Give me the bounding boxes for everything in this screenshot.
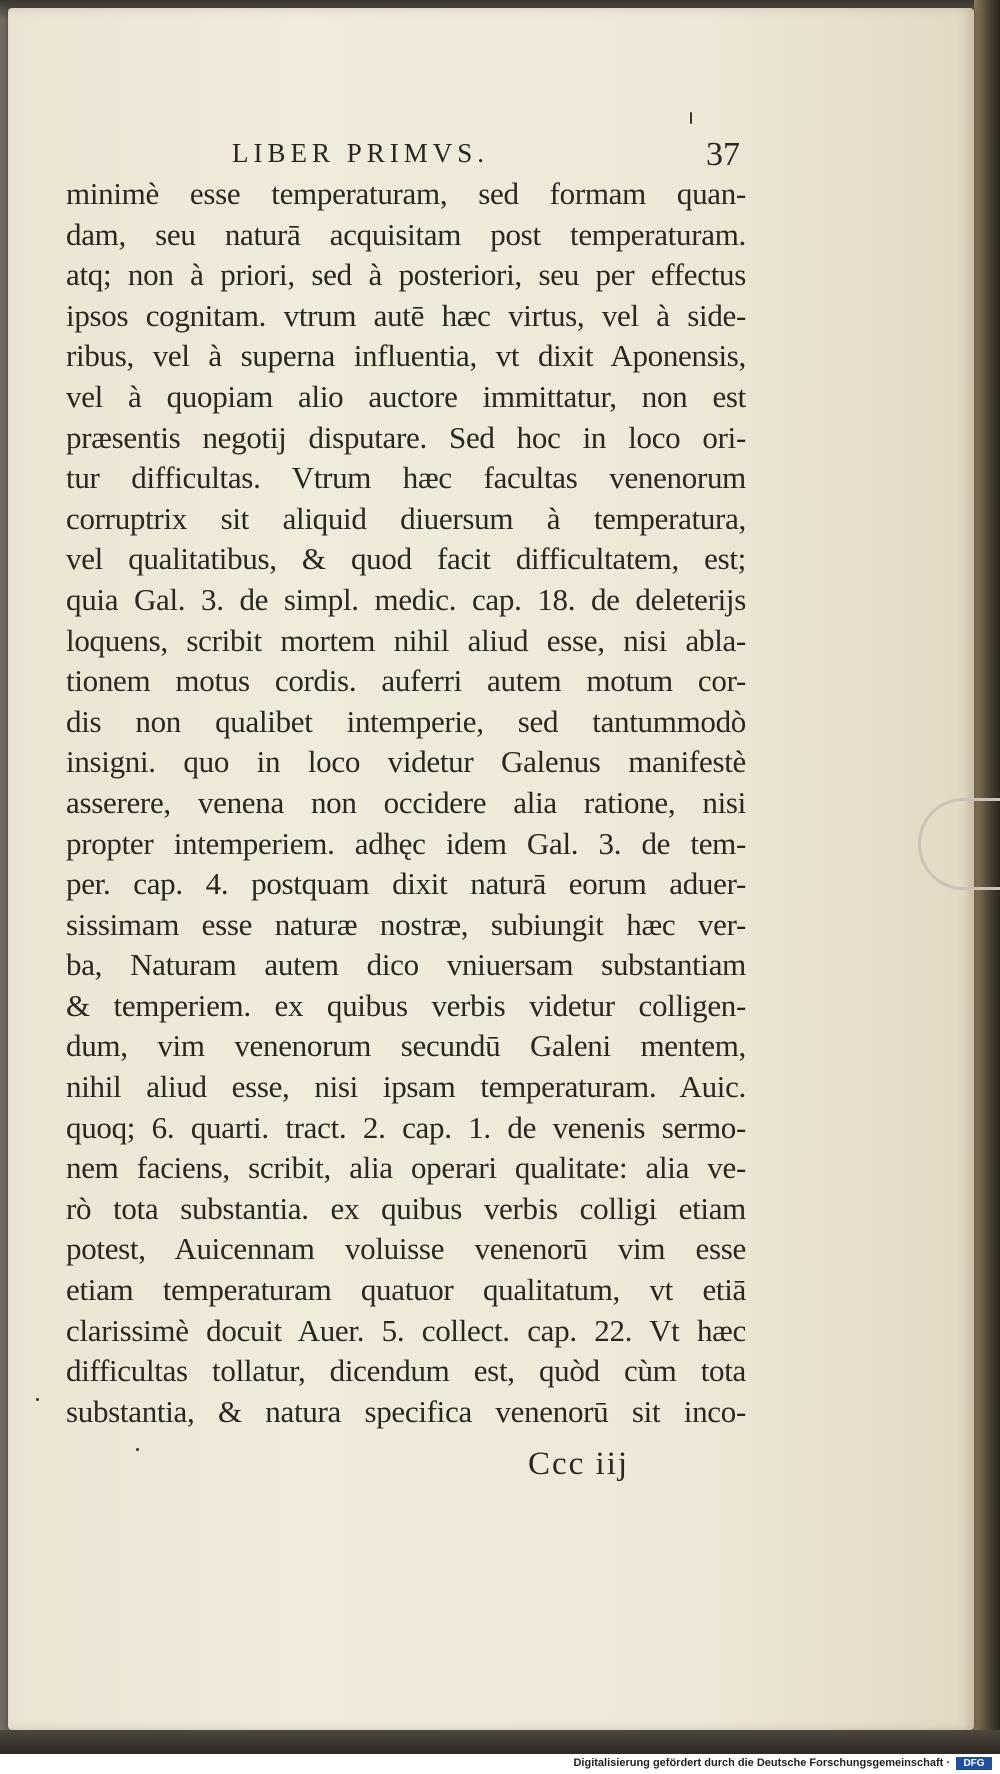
text-line: nihil aliud esse, nisi ipsam temperaturam. Auic. <box>66 1069 746 1105</box>
text-line: substantia, & natura specifica venenorū sit inco- <box>66 1393 746 1429</box>
text-line: tur difficultas. Vtrum hæc facultas venenorum <box>66 460 746 496</box>
text-line: ba, Naturam autem dico vniuersam substantiam <box>66 947 746 983</box>
text-line: dis non qualibet intemperie, sed tantummodò <box>66 703 746 739</box>
text-line: loquens, scribit mortem nihil aliud esse, nisi abla- <box>66 622 746 658</box>
text-line: difficultas tollatur, dicendum est, quòd cùm tota <box>66 1353 746 1389</box>
credit-text: Digitalisierung gefördert durch die Deutsche Forschungsgemeinschaft · <box>573 1757 950 1769</box>
text-line: dum, vim venenorum secundū Galeni mentem, <box>66 1028 746 1064</box>
text-line: dam, seu naturā acquisitam post temperaturam. <box>66 216 746 252</box>
text-line: clarissimè docuit Auer. 5. collect. cap. 22. Vt hæc <box>66 1312 746 1348</box>
dfg-logo: DFG <box>956 1757 992 1770</box>
text-line: corruptrix sit aliquid diuersum à temperatura, <box>66 500 746 536</box>
text-line: vel à quopiam alio auctore immittatur, non est <box>66 378 746 414</box>
body-text <box>66 174 746 1432</box>
credit-bar <box>0 1754 1000 1774</box>
paper-speck <box>690 112 692 124</box>
text-line: insigni. quo in loco videtur Galenus manifestè <box>66 744 746 780</box>
scan-background-bottom <box>0 1730 1000 1754</box>
running-head: LIBER PRIMVS. <box>232 138 490 168</box>
text-line: atq; non à priori, sed à posteriori, seu per effectus <box>66 257 746 293</box>
page-header <box>0 138 1000 178</box>
text-line: etiam temperaturam quatuor qualitatum, vt etiā <box>66 1272 746 1308</box>
text-line: ribus, vel à superna influentia, vt dixit Aponensis, <box>66 338 746 374</box>
signature-mark: Ccc iij <box>528 1446 630 1482</box>
text-line: rò tota substantia. ex quibus verbis colligi etiam <box>66 1190 746 1226</box>
page-number: 37 <box>706 136 740 173</box>
text-line: & temperiem. ex quibus verbis videtur colligen- <box>66 987 746 1023</box>
text-line: tionem motus cordis. auferri autem motum cor- <box>66 663 746 699</box>
text-line: potest, Auicennam voluisse venenorū vim esse <box>66 1231 746 1267</box>
clasp-ring <box>918 798 1000 890</box>
text-line: nem faciens, scribit, alia operari qualitate: alia ve- <box>66 1150 746 1186</box>
paper-speck <box>36 1398 39 1401</box>
text-line: propter intemperiem. adhęc idem Gal. 3. de tem- <box>66 825 746 861</box>
text-line: asserere, venena non occidere alia ratione, nisi <box>66 784 746 820</box>
text-line: sissimam esse naturæ nostræ, subiungit hæc ver- <box>66 906 746 942</box>
text-line: præsentis negotij disputare. Sed hoc in loco ori- <box>66 419 746 455</box>
text-line: quia Gal. 3. de simpl. medic. cap. 18. de deleterijs <box>66 581 746 617</box>
text-line: ipsos cognitam. vtrum autē hæc virtus, vel à side- <box>66 297 746 333</box>
text-line: minimè esse temperaturam, sed formam quan- <box>66 176 746 211</box>
text-line: quoq; 6. quarti. tract. 2. cap. 1. de venenis sermo- <box>66 1109 746 1145</box>
text-line: vel qualitatibus, & quod facit difficultatem, est; <box>66 541 746 577</box>
paper-speck <box>136 1448 139 1451</box>
text-line: per. cap. 4. postquam dixit naturā eorum aduer- <box>66 866 746 902</box>
